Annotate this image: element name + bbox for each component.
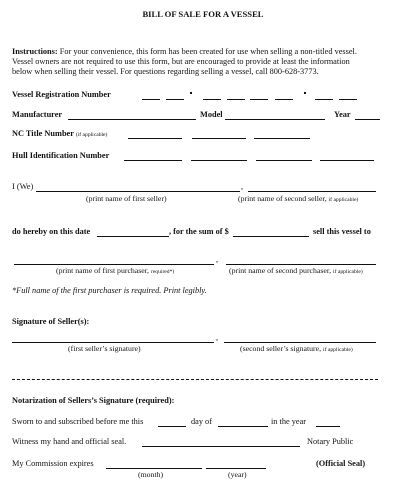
registration-field-8[interactable] <box>339 99 357 100</box>
registration-dot-1 <box>190 92 192 94</box>
second-seller-name-field[interactable] <box>248 191 376 192</box>
sum-label: , for the sum of $ <box>169 227 229 236</box>
registration-field-6[interactable] <box>275 99 293 100</box>
first-purchaser-required: required*) <box>150 269 175 275</box>
second-purchaser-if-applicable: if applicable) <box>333 269 363 275</box>
registration-label: Vessel Registration Number <box>12 90 111 99</box>
second-seller-caption <box>238 194 358 203</box>
instructions-line-1 <box>12 47 357 57</box>
instructions-line-3: below when selling their vessel. For questions regarding selling a vessel, call 800-628-3773. <box>12 67 319 76</box>
instructions-line-2: Vessel owners are not required to use this form, but are encouraged to provide at least the information <box>12 57 350 66</box>
manufacturer-field[interactable] <box>68 119 196 120</box>
manufacturer-label: Manufacturer <box>12 110 63 119</box>
registration-field-5[interactable] <box>250 99 268 100</box>
first-purchaser-caption <box>56 266 174 275</box>
second-seller-signature-if-applicable: if applicable) <box>323 347 353 353</box>
first-purchaser-caption-text: (print name of first purchaser, <box>56 266 149 275</box>
hin-field-2[interactable] <box>191 160 247 161</box>
hin-field-4[interactable] <box>320 160 374 161</box>
witness-label: Witness my hand and official seal. <box>12 437 127 446</box>
first-seller-caption: (print name of first seller) <box>86 194 167 203</box>
commission-month-field[interactable] <box>106 468 202 469</box>
model-label: Model <box>200 110 223 119</box>
second-seller-signature-caption <box>240 344 353 353</box>
registration-field-3[interactable] <box>203 99 221 100</box>
first-seller-name-field[interactable] <box>36 191 240 192</box>
instructions-label: Instructions: <box>12 47 58 56</box>
signature-heading: Signature of Seller(s): <box>12 317 90 326</box>
sworn-label: Sworn to and subscribed before me this <box>12 417 144 426</box>
section-divider <box>12 379 378 380</box>
first-seller-signature-field[interactable] <box>12 342 214 343</box>
first-seller-signature-caption: (first seller’s signature) <box>68 344 141 353</box>
hin-field-1[interactable] <box>124 160 182 161</box>
sale-amount-field[interactable] <box>233 236 309 237</box>
second-seller-signature-field[interactable] <box>224 342 376 343</box>
notary-signature-field[interactable] <box>142 446 300 447</box>
notary-heading: Notarization of Sellers’s Signature (required): <box>12 396 175 405</box>
nc-title-field-1[interactable] <box>128 138 182 139</box>
purchaser-comma: , <box>216 255 219 264</box>
nc-title-if-applicable: (if applicable) <box>75 132 108 138</box>
commission-year-field[interactable] <box>206 468 266 469</box>
nc-title-field-2[interactable] <box>192 138 246 139</box>
registration-dot-2 <box>304 92 306 94</box>
sell-label: sell this vessel to <box>313 227 371 236</box>
second-purchaser-caption-text: (print name of second purchaser, <box>229 266 332 275</box>
registration-field-2[interactable] <box>166 99 184 100</box>
registration-field-4[interactable] <box>227 99 245 100</box>
day-of-label: day of <box>191 417 212 426</box>
second-seller-caption-text: (print name of second seller, <box>238 194 327 203</box>
second-purchaser-caption <box>229 266 363 275</box>
second-purchaser-name-field[interactable] <box>226 264 376 265</box>
official-seal-label: (Official Seal) <box>316 459 366 468</box>
signature-comma: , <box>216 333 219 342</box>
model-field[interactable] <box>225 119 325 120</box>
notary-public-label: Notary Public <box>307 437 354 446</box>
year-field[interactable] <box>355 119 380 120</box>
seller-comma: , <box>241 182 244 191</box>
instructions-text-1: For your convenience, this form has been created for use when selling a non-titled vessel. <box>59 47 357 56</box>
second-seller-if-applicable: if applicable) <box>328 197 359 203</box>
hereby-label: do hereby on this date <box>12 227 91 236</box>
year-caption: (year) <box>228 470 247 479</box>
purchaser-note: *Full name of the first purchaser is required. Print legibly. <box>12 286 207 295</box>
month-caption: (month) <box>138 470 164 479</box>
registration-field-1[interactable] <box>142 99 160 100</box>
second-seller-signature-caption-text: (second seller’s signature, <box>240 344 322 353</box>
nc-title-field-3[interactable] <box>254 138 310 139</box>
form-title: BILL OF SALE FOR A VESSEL <box>142 9 264 19</box>
sale-date-field[interactable] <box>97 236 169 237</box>
sworn-year-field[interactable] <box>316 426 340 427</box>
sworn-day-field[interactable] <box>158 426 186 427</box>
year-label: Year <box>334 110 351 119</box>
registration-field-7[interactable] <box>315 99 333 100</box>
hin-field-3[interactable] <box>256 160 312 161</box>
hin-label: Hull Identification Number <box>12 151 110 160</box>
first-purchaser-name-field[interactable] <box>14 264 214 265</box>
commission-label: My Commission expires <box>12 459 94 468</box>
iwe-label: I (We) <box>12 182 34 191</box>
sworn-month-field[interactable] <box>218 426 268 427</box>
nc-title-label-text: NC Title Number <box>12 129 74 138</box>
in-the-year-label: in the year <box>271 417 307 426</box>
nc-title-label <box>12 129 107 140</box>
